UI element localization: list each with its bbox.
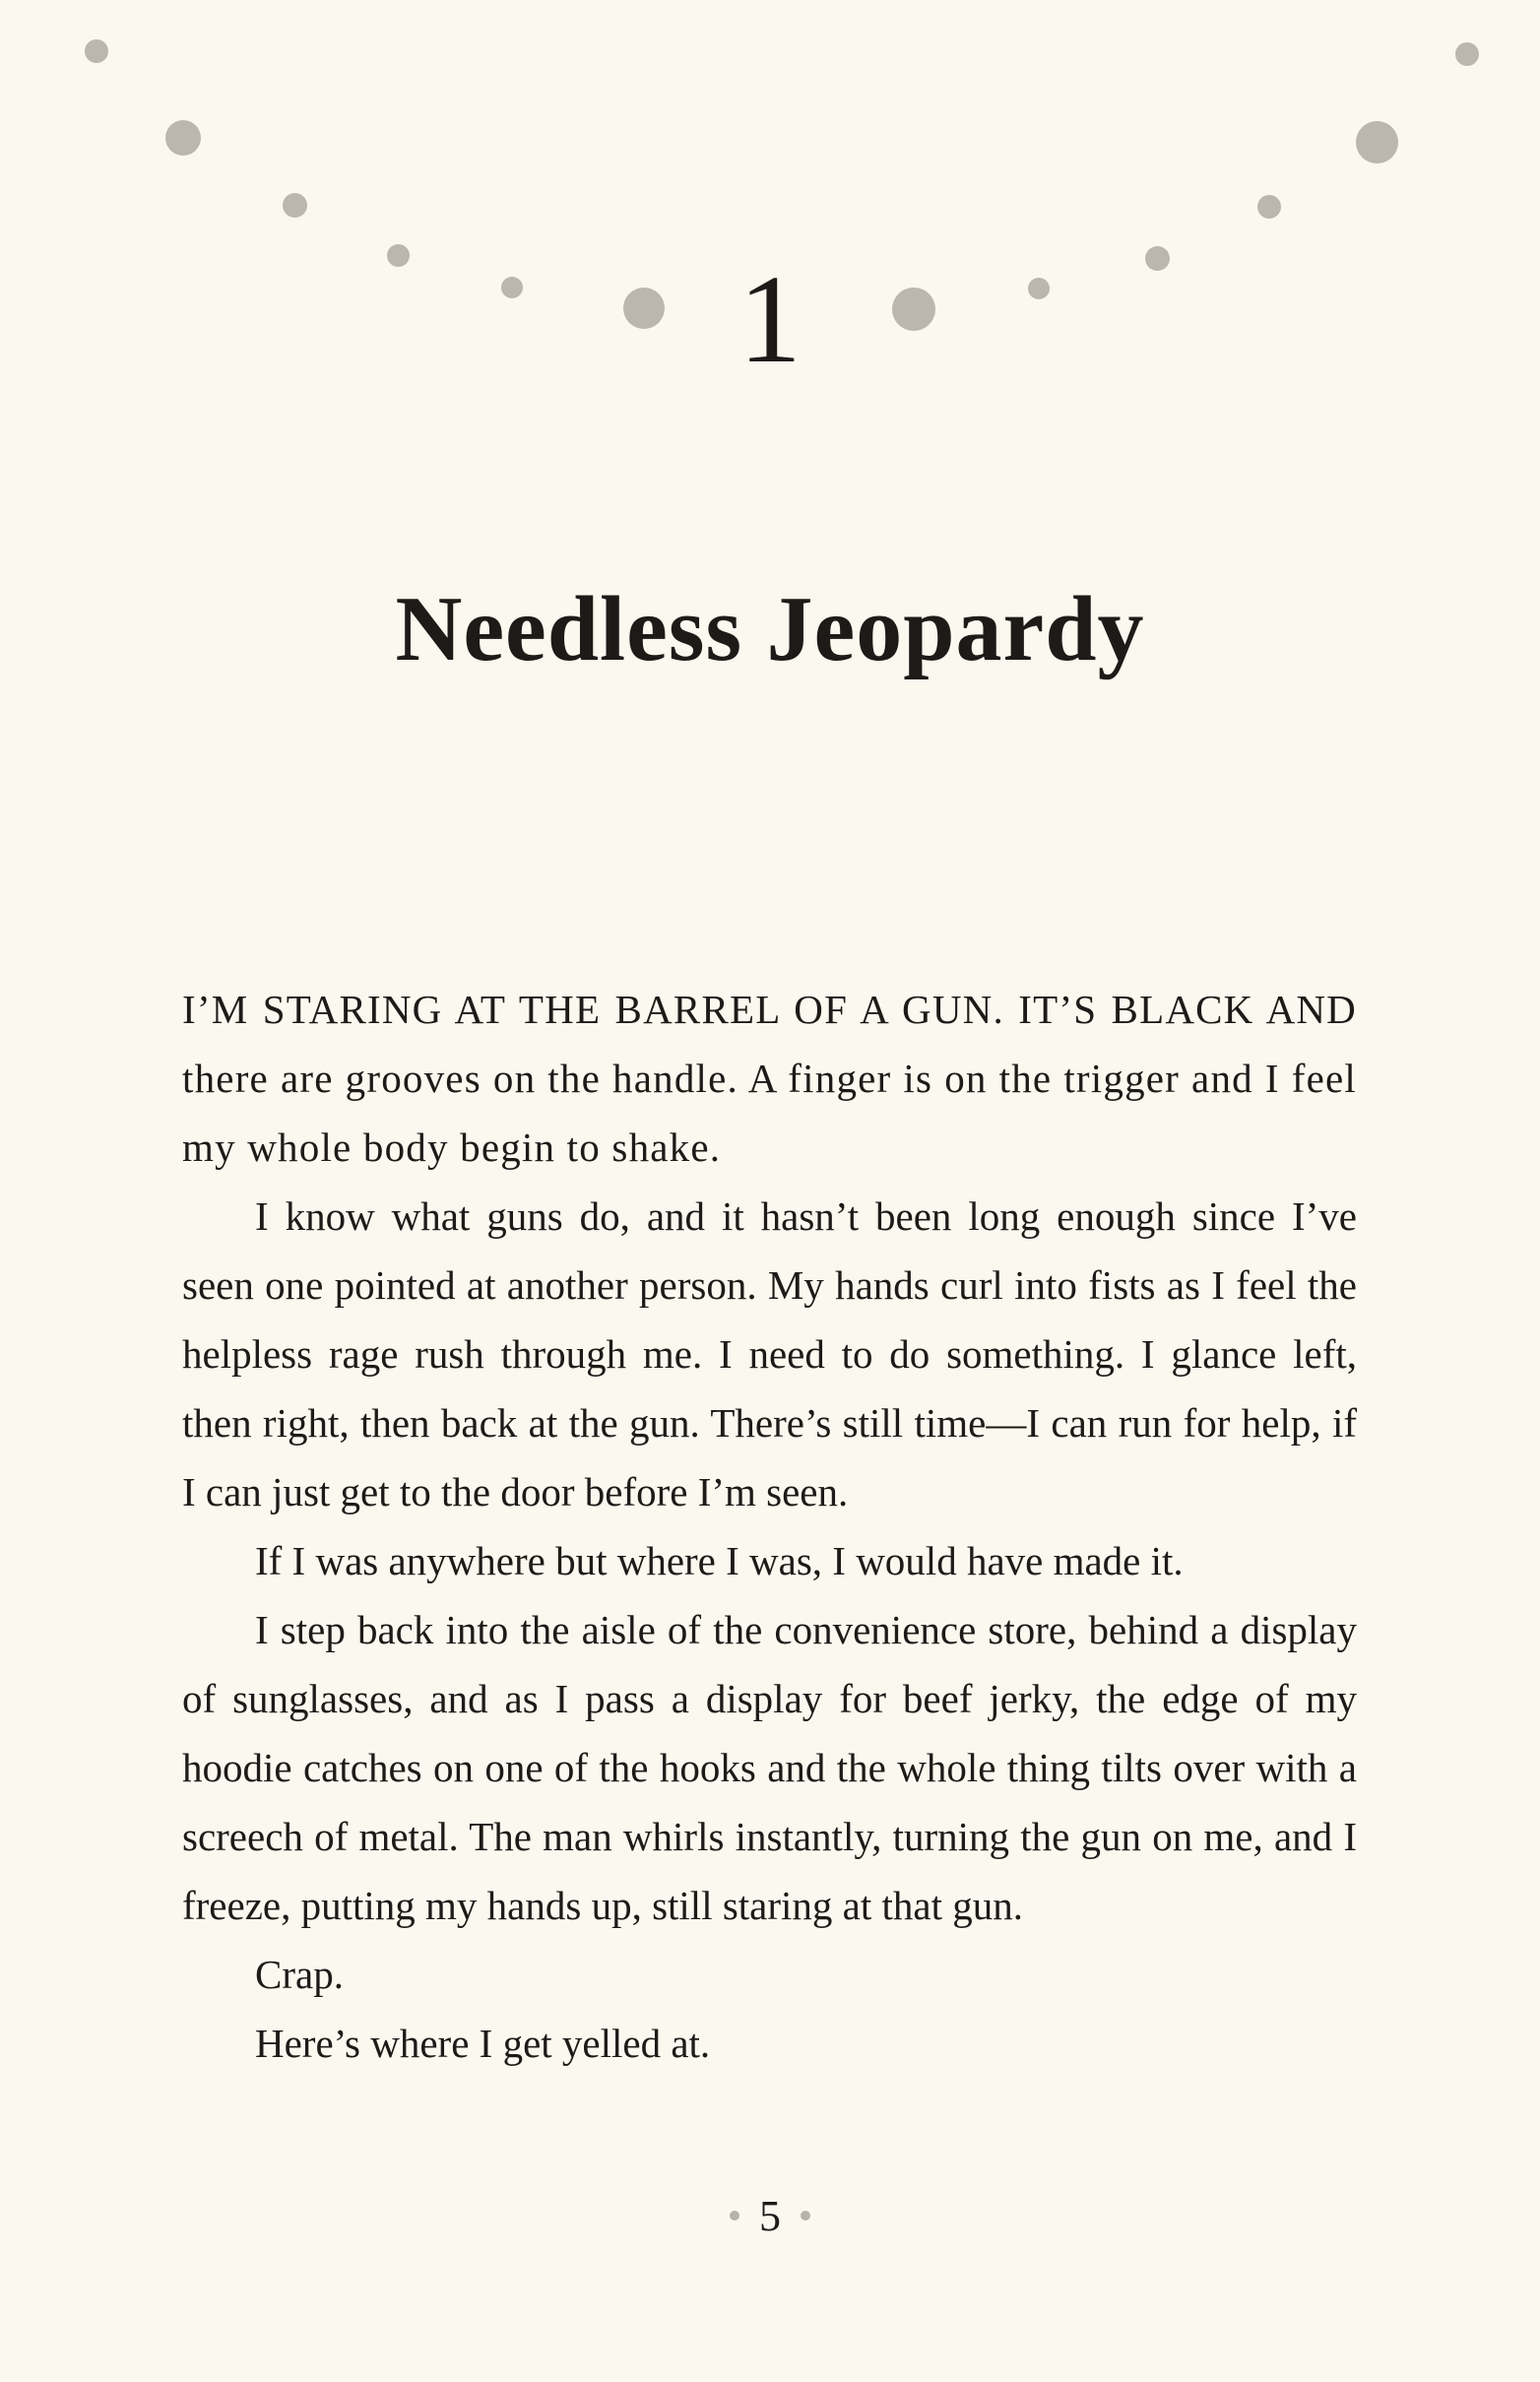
ornament-dot-icon — [85, 39, 108, 63]
body-paragraph: Crap. — [255, 1952, 344, 1997]
chapter-number: 1 — [738, 249, 802, 389]
ornament-dot-icon — [501, 277, 523, 298]
footer-dot-icon — [730, 2211, 739, 2221]
ornament-dot-icon — [1356, 121, 1398, 163]
chapter-body — [182, 975, 1357, 2078]
body-paragraph: If I was anywhere but where I was, I would have made it. — [255, 1538, 1184, 1583]
ornament-dot-icon — [165, 120, 201, 156]
ornament-dot-icon — [892, 288, 935, 331]
page-number: 5 — [759, 2191, 781, 2240]
ornament-dot-icon — [1028, 278, 1050, 299]
body-paragraph: Here’s where I get yelled at. — [255, 2021, 711, 2066]
ornament-dot-icon — [1455, 42, 1479, 66]
ornament-dot-icon — [387, 244, 410, 267]
body-paragraph: I’M STARING AT THE BARREL OF A GUN. IT’S BLACK AND there are grooves on the handle. A finger is on the trigger and I feel my whole body begin to shake. — [182, 987, 1357, 1170]
ornament-dot-icon — [1145, 246, 1170, 271]
chapter-title: Needless Jeopardy — [395, 577, 1145, 680]
ornament-dot-icon — [1257, 195, 1281, 219]
body-paragraph: I step back into the aisle of the convenience store, behind a display of sunglasses, and as I pass a display for beef jerky, the edge of my hoodie catches on one of the hooks and the whole thing tilts over with a screech of metal. The man whirls instantly, turning the gun on me, and I freeze, putting my hands up, still staring at that gun. — [182, 1607, 1357, 1928]
ornament-dot-icon — [283, 193, 307, 218]
body-paragraph: I know what guns do, and it hasn’t been long enough since I’ve seen one pointed at another person. My hands curl into fists as I feel the helpless rage rush through me. I need to do something. I glance left, then right, then back at the gun. There’s still time—I can run for help, if I can just get to the door before I’m seen. — [182, 1193, 1357, 1514]
ornament-dot-icon — [623, 288, 665, 329]
footer-dot-icon — [801, 2211, 810, 2221]
page-footer — [689, 2186, 851, 2245]
